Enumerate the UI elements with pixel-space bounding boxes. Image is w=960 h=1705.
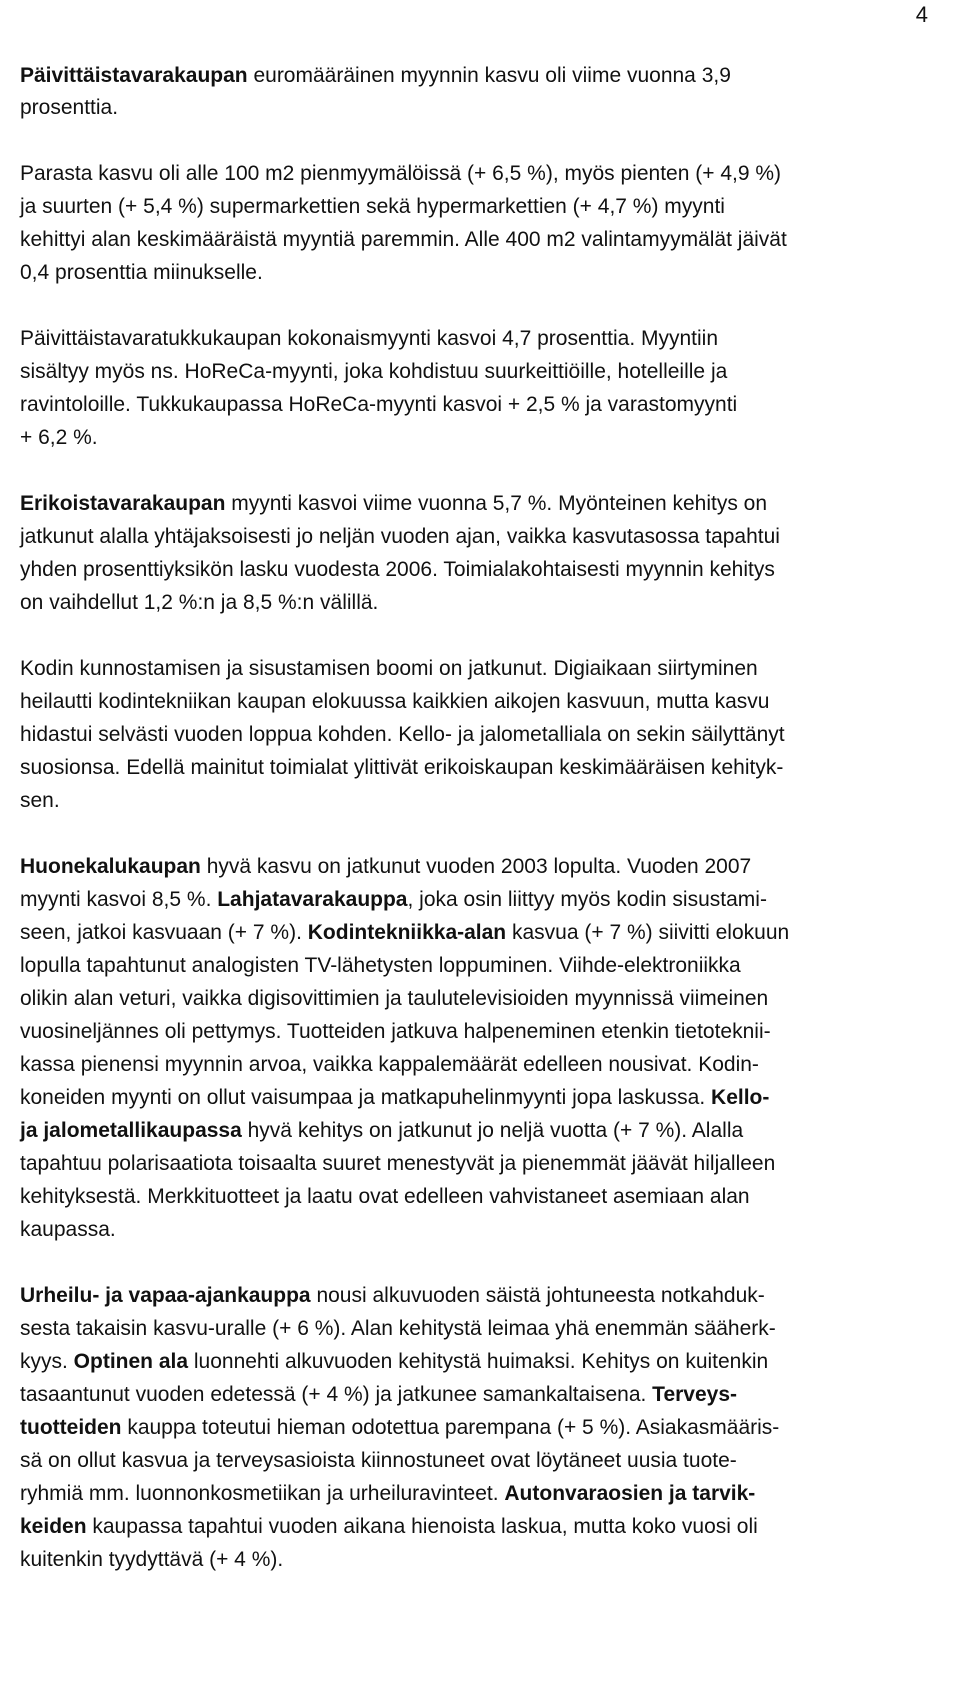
- text-segment: kaupassa tapahtui vuoden aikana hienoista laskua, mutta koko vuosi oli: [86, 1515, 758, 1538]
- text-segment: myynti kasvoi 8,5 %.: [20, 888, 218, 911]
- text-segment: + 6,2 %.: [20, 426, 98, 449]
- bold-term: keiden: [20, 1515, 87, 1538]
- text-line: [20, 194, 725, 220]
- text-segment: sen.: [20, 789, 60, 812]
- bold-term: Autonvaraosien ja tarvik-: [504, 1482, 756, 1505]
- text-segment: kassa pienensi myynnin arvoa, vaikka kappalemäärät edelleen nousivat. Kodin-: [20, 1053, 759, 1076]
- bold-term: Kello-: [711, 1086, 770, 1109]
- text-segment: , joka osin liittyy myös kodin sisustami-: [407, 888, 767, 911]
- text-line: [20, 63, 731, 89]
- text-line: [20, 1382, 737, 1408]
- text-line: [20, 491, 767, 517]
- text-line: [20, 557, 775, 583]
- text-segment: olikin alan veturi, vaikka digisovittimien ja taulutelevisioiden myynnissä viimeinen: [20, 987, 769, 1010]
- text-line: [20, 1283, 765, 1309]
- text-segment: ryhmiä mm. luonnonkosmetiikan ja urheiluravinteet.: [20, 1482, 505, 1505]
- text-segment: kasvua (+ 7 %) siivitti elokuun: [506, 921, 790, 944]
- text-line: [20, 887, 767, 913]
- text-line: [20, 1481, 755, 1507]
- text-line: [20, 1151, 775, 1177]
- bold-term: Lahjatavarakauppa: [217, 888, 408, 911]
- text-line: [20, 392, 737, 418]
- text-line: [20, 656, 758, 682]
- text-segment: kuitenkin tyydyttävä (+ 4 %).: [20, 1548, 284, 1571]
- text-segment: nousi alkuvuoden säistä johtuneesta notkahduk-: [310, 1284, 765, 1307]
- text-line: [20, 1184, 750, 1210]
- text-segment: suosionsa. Edellä mainitut toimialat ylittivät erikoiskaupan keskimääräisen kehityk-: [20, 756, 784, 779]
- text-line: [20, 689, 769, 715]
- text-segment: ja suurten (+ 5,4 %) supermarkettien sekä hypermarkettien (+ 4,7 %) myynti: [20, 195, 725, 218]
- text-line: [20, 986, 768, 1012]
- text-segment: koneiden myynti on ollut vaisumpaa ja matkapuhelinmyynti jopa laskussa.: [20, 1086, 712, 1109]
- text-segment: jatkunut alalla yhtäjaksoisesti jo neljän vuoden ajan, vaikka kasvutasossa tapahtui: [20, 525, 780, 548]
- text-segment: vuosineljännes oli pettymys. Tuotteiden jatkuva halpeneminen etenkin tietotekniі-: [20, 1020, 771, 1043]
- text-segment: Päivittäistavaratukkukaupan kokonaismyynti kasvoi 4,7 prosenttia. Myyntiin: [20, 327, 719, 350]
- text-line: [20, 425, 98, 451]
- text-segment: tasaantunut vuoden edetessä (+ 4 %) ja jatkunee samankaltaisena.: [20, 1383, 653, 1406]
- text-line: [20, 590, 378, 616]
- text-segment: euromääräinen myynnin kasvu oli viime vuonna 3,9: [247, 64, 731, 87]
- bold-term: Terveys-: [652, 1383, 738, 1406]
- text-segment: kaupassa.: [20, 1218, 116, 1241]
- text-segment: heilautti kodintekniikan kaupan elokuussa kaikkien aikojen kasvuun, mutta kasvu: [20, 690, 770, 713]
- text-segment: prosenttia.: [20, 96, 119, 119]
- text-line: [20, 1217, 116, 1243]
- text-segment: myynti kasvoi viime vuonna 5,7 %. Myönteinen kehitys on: [225, 492, 768, 515]
- text-segment: luonnehti alkuvuoden kehitystä huimaksi. Kehitys on kuitenkin: [188, 1350, 769, 1373]
- text-segment: kauppa toteutui hieman odotettua parempana (+ 5 %). Asiakasmääris-: [121, 1416, 780, 1439]
- text-line: [20, 260, 263, 286]
- text-line: [20, 953, 741, 979]
- text-line: [20, 95, 118, 121]
- text-line: [20, 1118, 743, 1144]
- text-line: [20, 1448, 737, 1474]
- bold-term: Kodintekniikka-alan: [307, 921, 507, 944]
- text-segment: ravintoloille. Tukkukaupassa HoReCa-myynti kasvoi + 2,5 % ja varastomyynti: [20, 393, 738, 416]
- text-segment: lopulla tapahtunut analogisten TV-lähetysten loppuminen. Viihde-elektroniikka: [20, 954, 741, 977]
- text-segment: seen, jatkoi kasvuaan (+ 7 %).: [20, 921, 308, 944]
- text-line: [20, 524, 780, 550]
- bold-term: Huonekalukaupan: [20, 855, 201, 878]
- bold-term: Urheilu- ja vapaa-ajankauppa: [20, 1284, 311, 1307]
- text-line: [20, 1349, 768, 1375]
- text-segment: tapahtuu polarisaatiota toisaalta suuret menestyvät ja pienemmät jäävät hiljalleen: [20, 1152, 776, 1175]
- text-segment: sisältyy myös ns. HoReCa-myynti, joka kohdistuu suurkeittiöille, hotelleille ja: [20, 360, 728, 383]
- text-line: [20, 227, 787, 253]
- text-line: [20, 1316, 776, 1342]
- text-line: [20, 722, 785, 748]
- bold-term: Optinen ala: [73, 1350, 189, 1373]
- text-line: [20, 1085, 769, 1111]
- text-segment: hyvä kehitys on jatkunut jo neljä vuotta (+ 7 %). Alalla: [241, 1119, 744, 1142]
- bold-term: ja jalometallikaupassa: [20, 1119, 242, 1142]
- bold-term: Päivittäistavarakaupan: [20, 64, 248, 87]
- text-segment: kyys.: [20, 1350, 74, 1373]
- text-line: [20, 755, 783, 781]
- text-line: [20, 1019, 771, 1045]
- text-line: [20, 854, 751, 880]
- text-line: [20, 1415, 779, 1441]
- text-segment: Kodin kunnostamisen ja sisustamisen boomi on jatkunut. Digiaikaan siirtyminen: [20, 657, 758, 680]
- text-line: [20, 1514, 758, 1540]
- bold-term: Erikoistavarakaupan: [20, 492, 226, 515]
- text-line: [20, 788, 60, 814]
- text-segment: hidastui selvästi vuoden loppua kohden. Kello- ja jalometalliala on sekin säilyttänyt: [20, 723, 785, 746]
- text-segment: Parasta kasvu oli alle 100 m2 pienmyymälöissä (+ 6,5 %), myös pienten (+ 4,9 %): [20, 162, 782, 185]
- text-segment: hyvä kasvu on jatkunut vuoden 2003 lopulta. Vuoden 2007: [200, 855, 752, 878]
- text-line: [20, 920, 789, 946]
- text-segment: sesta takaisin kasvu-uralle (+ 6 %). Alan kehitystä leimaa yhä enemmän sääherk-: [20, 1317, 776, 1340]
- text-line: [20, 359, 727, 385]
- text-line: [20, 161, 781, 187]
- text-segment: yhden prosenttiyksikön lasku vuodesta 2006. Toimialakohtaisesti myynnin kehitys: [20, 558, 775, 581]
- text-segment: sä on ollut kasvua ja terveysasioista kiinnostuneet ovat löytäneet uusia tuote-: [20, 1449, 737, 1472]
- text-segment: on vaihdellut 1,2 %:n ja 8,5 %:n välillä.: [20, 591, 379, 614]
- bold-term: tuotteiden: [20, 1416, 122, 1439]
- text-segment: 0,4 prosenttia miinukselle.: [20, 261, 263, 284]
- text-segment: kehityksestä. Merkkituotteet ja laatu ovat edelleen vahvistaneet asemiaan alan: [20, 1185, 750, 1208]
- text-segment: kehittyi alan keskimääräistä myyntiä paremmin. Alle 400 m2 valintamyymälät jäivät: [20, 228, 787, 251]
- page-number: 4: [915, 2, 928, 27]
- text-line: [20, 1547, 283, 1573]
- text-line: [20, 326, 718, 352]
- text-line: [20, 1052, 759, 1078]
